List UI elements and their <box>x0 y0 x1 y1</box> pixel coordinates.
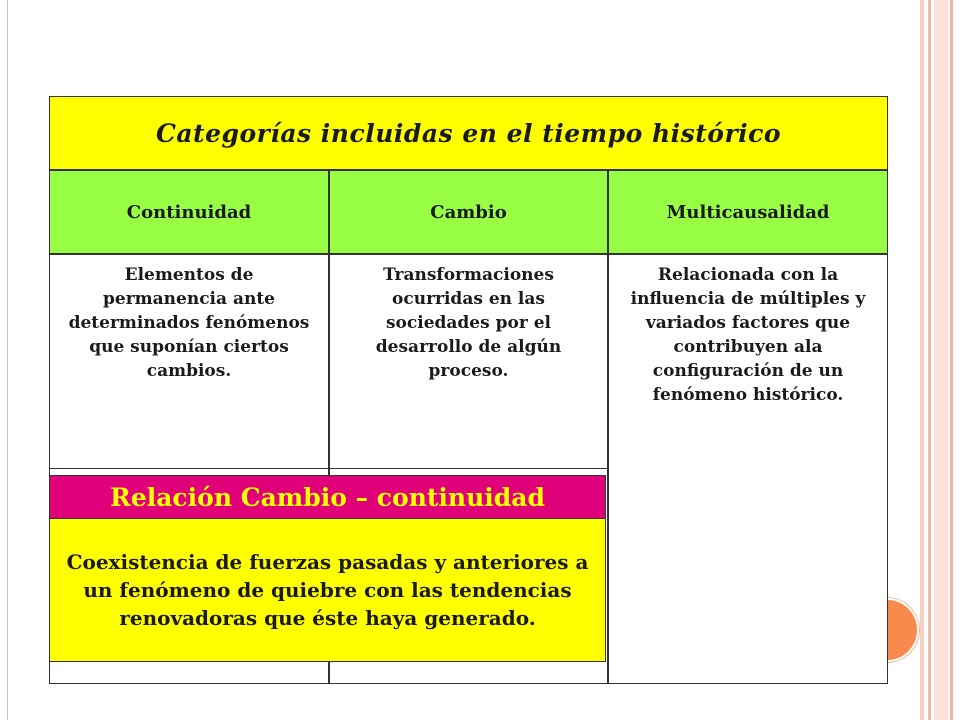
header-continuidad: Continuidad <box>49 170 329 254</box>
row-divider <box>49 468 608 469</box>
relation-box <box>49 475 606 662</box>
stripe <box>950 0 953 720</box>
table-title: Categorías incluidas en el tiempo histórico <box>155 118 782 148</box>
cell-multicausalidad: Relacionada con la influencia de múltiples y variados factores que contribuyen ala configuración de un fenómeno histórico. <box>608 254 888 684</box>
relation-box-text: Coexistencia de fuerzas pasadas y anteriores a un fenómeno de quiebre con las tendencias renovadoras que éste haya generado. <box>66 550 589 630</box>
cell-continuidad: Elementos de permanencia ante determinados fenómenos que suponían ciertos cambios. <box>49 254 329 684</box>
cell-cambio: Transformaciones ocurridas en las sociedades por el desarrollo de algún proceso. <box>329 254 608 684</box>
relation-box-title: Relación Cambio – continuidad <box>110 482 545 512</box>
table-title-cell <box>49 96 888 170</box>
left-border-line <box>7 0 8 720</box>
relation-box-title-bar <box>49 475 606 519</box>
right-decorative-stripes <box>920 0 960 720</box>
stripe <box>928 0 931 720</box>
header-cambio: Cambio <box>329 170 608 254</box>
header-multicausalidad: Multicausalidad <box>608 170 888 254</box>
stripe <box>934 0 948 720</box>
stripe <box>920 0 924 720</box>
relation-box-body <box>49 519 606 662</box>
